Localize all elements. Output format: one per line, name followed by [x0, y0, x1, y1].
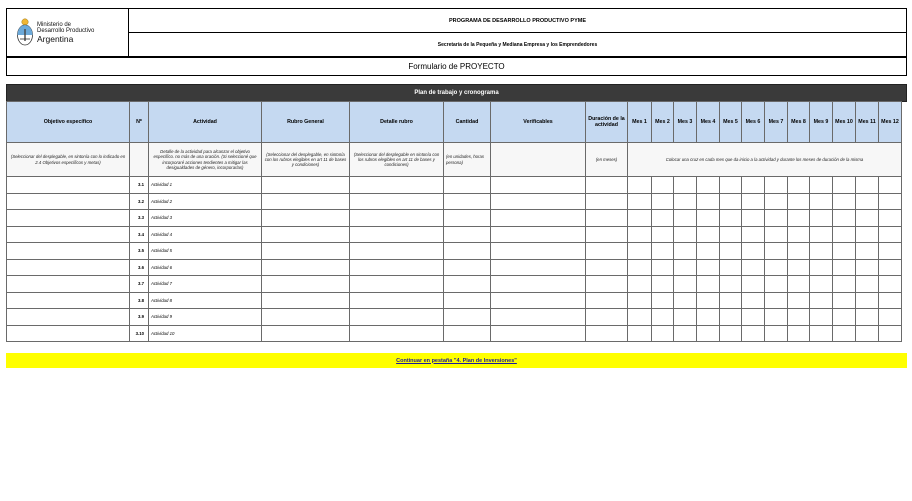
- month-cell[interactable]: [697, 243, 720, 260]
- duracion-cell[interactable]: [586, 259, 628, 276]
- month-cell[interactable]: [628, 210, 652, 227]
- rubro-general-cell[interactable]: [262, 309, 350, 326]
- month-cell[interactable]: [652, 309, 674, 326]
- month-cell[interactable]: [674, 210, 697, 227]
- table-header-row: [7, 102, 902, 143]
- month-cell[interactable]: [810, 177, 833, 194]
- month-cell[interactable]: [879, 309, 902, 326]
- month-cell[interactable]: [856, 177, 879, 194]
- month-cell[interactable]: [810, 325, 833, 342]
- cantidad-cell[interactable]: [444, 210, 491, 227]
- activity-number: 3.10: [130, 325, 149, 342]
- month-cell[interactable]: [833, 292, 856, 309]
- activity-name[interactable]: Actividad 6: [149, 259, 262, 276]
- header-mes-7: Mes 7: [765, 102, 788, 143]
- month-cell[interactable]: [742, 259, 765, 276]
- instruction-rubro-general: (Seleccionar del desplegable, en sintonía con los rubros elegibles en art 11 de bases y condiciones): [262, 143, 350, 177]
- instructions-row: [7, 143, 902, 177]
- month-cell[interactable]: [652, 210, 674, 227]
- objetivo-cell[interactable]: [7, 193, 130, 210]
- detalle-rubro-cell[interactable]: [350, 309, 444, 326]
- month-cell[interactable]: [697, 226, 720, 243]
- header-numero: Nº: [130, 102, 149, 143]
- month-cell[interactable]: [697, 325, 720, 342]
- rubro-general-cell[interactable]: [262, 276, 350, 293]
- month-cell[interactable]: [788, 292, 810, 309]
- month-cell[interactable]: [788, 276, 810, 293]
- header-mes-4: Mes 4: [697, 102, 720, 143]
- cantidad-cell[interactable]: [444, 276, 491, 293]
- month-cell[interactable]: [879, 210, 902, 227]
- table-row: [7, 276, 902, 293]
- duracion-cell[interactable]: [586, 243, 628, 260]
- instruction-objetivo: (Seleccionar del desplegable, en sintonía con lo indicado en 2.4 Objetivos específicos y metas): [7, 143, 130, 177]
- month-cell[interactable]: [833, 243, 856, 260]
- month-cell[interactable]: [742, 325, 765, 342]
- month-cell[interactable]: [720, 226, 742, 243]
- month-cell[interactable]: [765, 276, 788, 293]
- rubro-general-cell[interactable]: [262, 292, 350, 309]
- objetivo-cell[interactable]: [7, 259, 130, 276]
- month-cell[interactable]: [697, 292, 720, 309]
- activity-number: 3.9: [130, 309, 149, 326]
- month-cell[interactable]: [652, 193, 674, 210]
- month-cell[interactable]: [742, 243, 765, 260]
- month-cell[interactable]: [856, 325, 879, 342]
- activity-number: 3.2: [130, 193, 149, 210]
- activity-name[interactable]: Actividad 8: [149, 292, 262, 309]
- month-cell[interactable]: [765, 325, 788, 342]
- verificables-cell[interactable]: [491, 292, 586, 309]
- activity-number: 3.1: [130, 177, 149, 194]
- verificables-cell[interactable]: [491, 276, 586, 293]
- month-cell[interactable]: [879, 292, 902, 309]
- month-cell[interactable]: [765, 243, 788, 260]
- header-mes-1: Mes 1: [628, 102, 652, 143]
- table-row: [7, 226, 902, 243]
- header-mes-5: Mes 5: [720, 102, 742, 143]
- month-cell[interactable]: [628, 292, 652, 309]
- month-cell[interactable]: [810, 276, 833, 293]
- cantidad-cell[interactable]: [444, 325, 491, 342]
- duracion-cell[interactable]: [586, 193, 628, 210]
- objetivo-cell[interactable]: [7, 226, 130, 243]
- rubro-general-cell[interactable]: [262, 325, 350, 342]
- duracion-cell[interactable]: [586, 309, 628, 326]
- month-cell[interactable]: [833, 210, 856, 227]
- month-cell[interactable]: [652, 177, 674, 194]
- verificables-cell[interactable]: [491, 259, 586, 276]
- header-actividad: Actividad: [149, 102, 262, 143]
- duracion-cell[interactable]: [586, 177, 628, 194]
- instruction-cantidad: (en unidades, horas persona): [444, 143, 491, 177]
- month-cell[interactable]: [810, 210, 833, 227]
- cantidad-cell[interactable]: [444, 243, 491, 260]
- month-cell[interactable]: [856, 210, 879, 227]
- header-detalle-rubro: Detalle rubro: [350, 102, 444, 143]
- header-rubro-general: Rubro General: [262, 102, 350, 143]
- objetivo-cell[interactable]: [7, 325, 130, 342]
- objetivo-cell[interactable]: [7, 210, 130, 227]
- month-cell[interactable]: [674, 193, 697, 210]
- ministry-name: [37, 22, 94, 44]
- detalle-rubro-cell[interactable]: [350, 259, 444, 276]
- verificables-cell[interactable]: [491, 309, 586, 326]
- month-cell[interactable]: [720, 210, 742, 227]
- header-mes-9: Mes 9: [810, 102, 833, 143]
- detalle-rubro-cell[interactable]: [350, 226, 444, 243]
- detalle-rubro-cell[interactable]: [350, 276, 444, 293]
- month-cell[interactable]: [810, 193, 833, 210]
- month-cell[interactable]: [742, 309, 765, 326]
- month-cell[interactable]: [720, 243, 742, 260]
- table-row: [7, 210, 902, 227]
- instruction-cronograma: Colocar una cruz en cada mes que da inicio a la actividad y durante los meses de duración de la misma: [628, 143, 902, 177]
- table-row: [7, 243, 902, 260]
- detalle-rubro-cell[interactable]: [350, 243, 444, 260]
- activity-rows: [7, 177, 902, 342]
- rubro-general-cell[interactable]: [262, 259, 350, 276]
- detalle-rubro-cell[interactable]: [350, 325, 444, 342]
- month-cell[interactable]: [697, 276, 720, 293]
- month-cell[interactable]: [720, 276, 742, 293]
- month-cell[interactable]: [628, 325, 652, 342]
- continue-banner: [6, 353, 907, 368]
- cantidad-cell[interactable]: [444, 259, 491, 276]
- verificables-cell[interactable]: [491, 243, 586, 260]
- month-cell[interactable]: [788, 226, 810, 243]
- rubro-general-cell[interactable]: [262, 193, 350, 210]
- month-cell[interactable]: [879, 243, 902, 260]
- month-cell[interactable]: [788, 177, 810, 194]
- month-cell[interactable]: [674, 292, 697, 309]
- month-cell[interactable]: [674, 259, 697, 276]
- activity-number: 3.7: [130, 276, 149, 293]
- month-cell[interactable]: [742, 276, 765, 293]
- month-cell[interactable]: [810, 243, 833, 260]
- detalle-rubro-cell[interactable]: [350, 210, 444, 227]
- month-cell[interactable]: [674, 226, 697, 243]
- table-row: [7, 325, 902, 342]
- activity-name[interactable]: Actividad 3: [149, 210, 262, 227]
- verificables-cell[interactable]: [491, 210, 586, 227]
- month-cell[interactable]: [810, 259, 833, 276]
- month-cell[interactable]: [720, 259, 742, 276]
- month-cell[interactable]: [742, 193, 765, 210]
- activity-number: 3.8: [130, 292, 149, 309]
- activity-name[interactable]: Actividad 4: [149, 226, 262, 243]
- month-cell[interactable]: [697, 177, 720, 194]
- duracion-cell[interactable]: [586, 325, 628, 342]
- duracion-cell[interactable]: [586, 226, 628, 243]
- month-cell[interactable]: [720, 325, 742, 342]
- month-cell[interactable]: [765, 177, 788, 194]
- month-cell[interactable]: [765, 226, 788, 243]
- activity-number: 3.5: [130, 243, 149, 260]
- objetivo-cell[interactable]: [7, 292, 130, 309]
- month-cell[interactable]: [856, 193, 879, 210]
- month-cell[interactable]: [833, 259, 856, 276]
- table-row: [7, 259, 902, 276]
- ministry-line-2: Desarrollo Productivo: [37, 28, 95, 35]
- month-cell[interactable]: [765, 210, 788, 227]
- duracion-cell[interactable]: [586, 276, 628, 293]
- month-cell[interactable]: [765, 292, 788, 309]
- month-cell[interactable]: [810, 226, 833, 243]
- month-cell[interactable]: [652, 226, 674, 243]
- month-cell[interactable]: [879, 325, 902, 342]
- header-objetivo: Objetivo específico: [7, 102, 130, 143]
- month-cell[interactable]: [765, 259, 788, 276]
- objetivo-cell[interactable]: [7, 309, 130, 326]
- objetivo-cell[interactable]: [7, 276, 130, 293]
- month-cell[interactable]: [674, 325, 697, 342]
- month-cell[interactable]: [856, 276, 879, 293]
- month-cell[interactable]: [788, 325, 810, 342]
- month-cell[interactable]: [674, 309, 697, 326]
- month-cell[interactable]: [742, 226, 765, 243]
- verificables-cell[interactable]: [491, 325, 586, 342]
- objetivo-cell[interactable]: [7, 177, 130, 194]
- month-cell[interactable]: [697, 193, 720, 210]
- activity-name[interactable]: Actividad 7: [149, 276, 262, 293]
- activity-number: 3.4: [130, 226, 149, 243]
- activity-number: 3.3: [130, 210, 149, 227]
- detalle-rubro-cell[interactable]: [350, 193, 444, 210]
- header-duracion: Duración de la actividad: [586, 102, 628, 143]
- instruction-duracion: (en meses): [586, 143, 628, 177]
- duracion-cell[interactable]: [586, 292, 628, 309]
- ministry-line-3: Argentina: [37, 33, 74, 44]
- header-mes-2: Mes 2: [652, 102, 674, 143]
- ministry-logo-cell: [6, 8, 129, 57]
- month-cell[interactable]: [788, 309, 810, 326]
- month-cell[interactable]: [674, 276, 697, 293]
- detalle-rubro-cell[interactable]: [350, 292, 444, 309]
- month-cell[interactable]: [765, 309, 788, 326]
- month-cell[interactable]: [742, 210, 765, 227]
- activity-name[interactable]: Actividad 1: [149, 177, 262, 194]
- cantidad-cell[interactable]: [444, 226, 491, 243]
- month-cell[interactable]: [810, 292, 833, 309]
- month-cell[interactable]: [652, 325, 674, 342]
- instruction-verificables: [491, 143, 586, 177]
- verificables-cell[interactable]: [491, 177, 586, 194]
- month-cell[interactable]: [879, 193, 902, 210]
- month-cell[interactable]: [652, 243, 674, 260]
- activity-name[interactable]: Actividad 9: [149, 309, 262, 326]
- argentina-shield-icon: [16, 17, 34, 47]
- month-cell[interactable]: [788, 243, 810, 260]
- month-cell[interactable]: [856, 292, 879, 309]
- month-cell[interactable]: [879, 259, 902, 276]
- cantidad-cell[interactable]: [444, 309, 491, 326]
- form-title: Formulario de PROYECTO: [6, 57, 907, 76]
- verificables-cell[interactable]: [491, 193, 586, 210]
- cantidad-cell[interactable]: [444, 193, 491, 210]
- month-cell[interactable]: [879, 226, 902, 243]
- instruction-actividad: Detalle de la actividad para alcanzar el objetivo específico. no más de una oración. (Si seleccioné que incorporaré acciones tendientes a mitigar las desigualdades de género, incorporarlas): [149, 143, 262, 177]
- header-mes-3: Mes 3: [674, 102, 697, 143]
- month-cell[interactable]: [856, 226, 879, 243]
- month-cell[interactable]: [720, 177, 742, 194]
- month-cell[interactable]: [628, 309, 652, 326]
- month-cell[interactable]: [697, 210, 720, 227]
- month-cell[interactable]: [788, 210, 810, 227]
- table-row: [7, 309, 902, 326]
- activity-number: 3.6: [130, 259, 149, 276]
- month-cell[interactable]: [833, 325, 856, 342]
- activity-name[interactable]: Actividad 5: [149, 243, 262, 260]
- month-cell[interactable]: [720, 193, 742, 210]
- cantidad-cell[interactable]: [444, 292, 491, 309]
- month-cell[interactable]: [856, 309, 879, 326]
- month-cell[interactable]: [879, 276, 902, 293]
- activity-name[interactable]: Actividad 2: [149, 193, 262, 210]
- month-cell[interactable]: [742, 292, 765, 309]
- work-plan-table: [6, 101, 902, 342]
- table-row: [7, 292, 902, 309]
- activity-name[interactable]: Actividad 10: [149, 325, 262, 342]
- table-row: [7, 193, 902, 210]
- cantidad-cell[interactable]: [444, 177, 491, 194]
- month-cell[interactable]: [833, 226, 856, 243]
- verificables-cell[interactable]: [491, 226, 586, 243]
- header-mes-8: Mes 8: [788, 102, 810, 143]
- month-cell[interactable]: [674, 243, 697, 260]
- plan-band-title: Plan de trabajo y cronograma: [6, 84, 907, 102]
- month-cell[interactable]: [879, 177, 902, 194]
- header-verificables: Verificables: [491, 102, 586, 143]
- month-cell[interactable]: [652, 259, 674, 276]
- month-cell[interactable]: [833, 309, 856, 326]
- header-mes-6: Mes 6: [742, 102, 765, 143]
- month-cell[interactable]: [720, 309, 742, 326]
- program-title: PROGRAMA DE DESARROLLO PRODUCTIVO PYME: [128, 8, 907, 33]
- header-mes-10: Mes 10: [833, 102, 856, 143]
- instruction-numero: [130, 143, 149, 177]
- month-cell[interactable]: [628, 276, 652, 293]
- objetivo-cell[interactable]: [7, 243, 130, 260]
- month-cell[interactable]: [628, 259, 652, 276]
- month-cell[interactable]: [788, 193, 810, 210]
- continue-link[interactable]: Continuar en pestaña "4. Plan de Inversiones": [396, 357, 517, 364]
- rubro-general-cell[interactable]: [262, 210, 350, 227]
- month-cell[interactable]: [856, 259, 879, 276]
- month-cell[interactable]: [765, 193, 788, 210]
- month-cell[interactable]: [652, 276, 674, 293]
- ministry-line-1: Ministerio de: [37, 22, 72, 28]
- month-cell[interactable]: [833, 193, 856, 210]
- month-cell[interactable]: [720, 292, 742, 309]
- month-cell[interactable]: [674, 177, 697, 194]
- instruction-detalle-rubro: (Seleccionar del desplegable en sintonía con los rubros elegibles en art 11 de bases y condiciones): [350, 143, 444, 177]
- month-cell[interactable]: [856, 243, 879, 260]
- rubro-general-cell[interactable]: [262, 177, 350, 194]
- month-cell[interactable]: [652, 292, 674, 309]
- month-cell[interactable]: [833, 177, 856, 194]
- detalle-rubro-cell[interactable]: [350, 177, 444, 194]
- rubro-general-cell[interactable]: [262, 243, 350, 260]
- month-cell[interactable]: [628, 243, 652, 260]
- duracion-cell[interactable]: [586, 210, 628, 227]
- month-cell[interactable]: [788, 259, 810, 276]
- header-mes-12: Mes 12: [879, 102, 902, 143]
- month-cell[interactable]: [697, 259, 720, 276]
- month-cell[interactable]: [833, 276, 856, 293]
- month-cell[interactable]: [628, 226, 652, 243]
- month-cell[interactable]: [628, 177, 652, 194]
- month-cell[interactable]: [697, 309, 720, 326]
- month-cell[interactable]: [810, 309, 833, 326]
- month-cell[interactable]: [628, 193, 652, 210]
- rubro-general-cell[interactable]: [262, 226, 350, 243]
- table-row: [7, 177, 902, 194]
- month-cell[interactable]: [742, 177, 765, 194]
- header-cantidad: Cantidad: [444, 102, 491, 143]
- header-mes-11: Mes 11: [856, 102, 879, 143]
- secretary-title: Secretaría de la Pequeña y Mediana Empresa y los Emprendedores: [128, 32, 907, 57]
